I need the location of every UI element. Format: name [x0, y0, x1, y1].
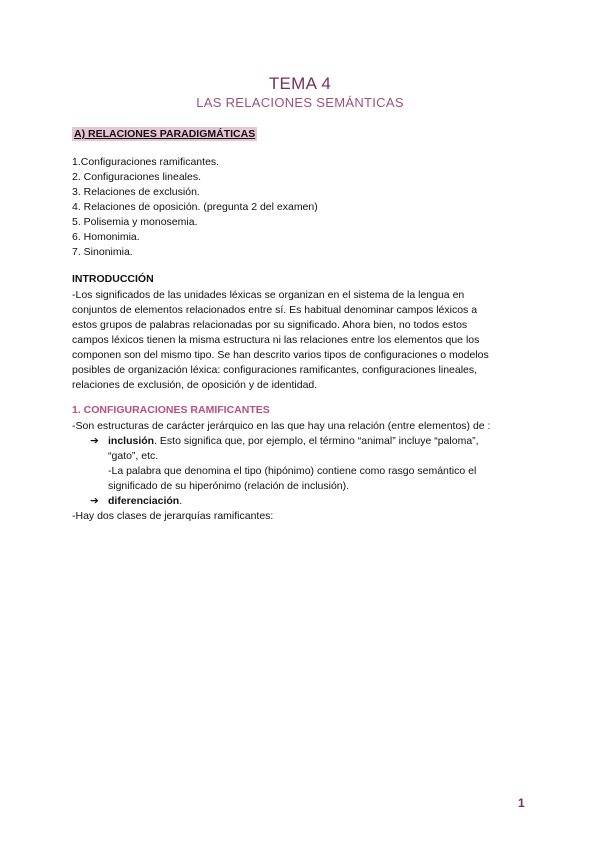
- intro-line: campos léxicos tienen la misma estructura ni las relaciones entre los elementos que los: [72, 334, 480, 346]
- arrow-icon: ➔: [90, 495, 99, 507]
- bullet-extra-line: significado de su hiperónimo (relación de inclusión).: [108, 480, 350, 492]
- arrow-icon: ➔: [90, 435, 99, 447]
- intro-line: estos grupos de palabras relacionadas por su significado. Ahora bien, no todos estos: [72, 319, 468, 331]
- section-a-heading: A) RELACIONES PARADIGMÁTICAS: [74, 128, 256, 140]
- intro-line: posibles de organización léxica: configuraciones ramificantes, configuraciones lineales,: [72, 364, 478, 376]
- intro-line: conjuntos de elementos relacionados entre sí. Es habitual denominar campos léxicos a: [72, 304, 478, 316]
- page-number: 1: [518, 796, 525, 810]
- section-1-intro-line: -Son estructuras de carácter jerárquico en las que hay una relación (entre elementos) de :: [72, 420, 491, 432]
- list-item: 5. Polisemia y monosemia.: [72, 216, 198, 228]
- bullet-bold-term: diferenciación: [108, 495, 180, 507]
- list-item: 1.Configuraciones ramificantes.: [72, 156, 220, 168]
- intro-line: relaciones de exclusión, de oposición y de identidad.: [72, 379, 318, 391]
- intro-line: -Los significados de las unidades léxicas se organizan en el sistema de la lengua en: [72, 289, 465, 301]
- section-1-last-line: -Hay dos clases de jerarquías ramificantes:: [72, 510, 274, 522]
- bullet-text: . Esto significa que, por ejemplo, el término “animal” incluye “paloma”,: [154, 435, 479, 447]
- list-item: 7. Sinonimia.: [72, 246, 133, 258]
- list-item: 3. Relaciones de exclusión.: [72, 186, 200, 198]
- intro-heading: INTRODUCCIÓN: [72, 273, 154, 285]
- document-title: TEMA 4: [268, 74, 332, 93]
- document-subtitle: LAS RELACIONES SEMÁNTICAS: [196, 95, 404, 110]
- list-item: 2. Configuraciones lineales.: [72, 171, 201, 183]
- bullet-bold-term: inclusión: [108, 435, 155, 447]
- bullet-continuation: “gato”, etc.: [108, 450, 159, 462]
- list-item: 4. Relaciones de oposición. (pregunta 2 del examen): [72, 201, 318, 213]
- bullet-extra-line: -La palabra que denomina el tipo (hipónimo) contiene como rasgo semántico el: [108, 465, 477, 477]
- intro-line: componen son del mismo tipo. Se han descrito varios tipos de configuraciones o modelos: [72, 349, 489, 361]
- list-item: 6. Homonimia.: [72, 231, 140, 243]
- bullet-text: .: [179, 495, 183, 507]
- section-1-heading: 1. CONFIGURACIONES RAMIFICANTES: [72, 404, 270, 416]
- intro-paragraph: [72, 288, 532, 393]
- topics-list: [72, 155, 318, 260]
